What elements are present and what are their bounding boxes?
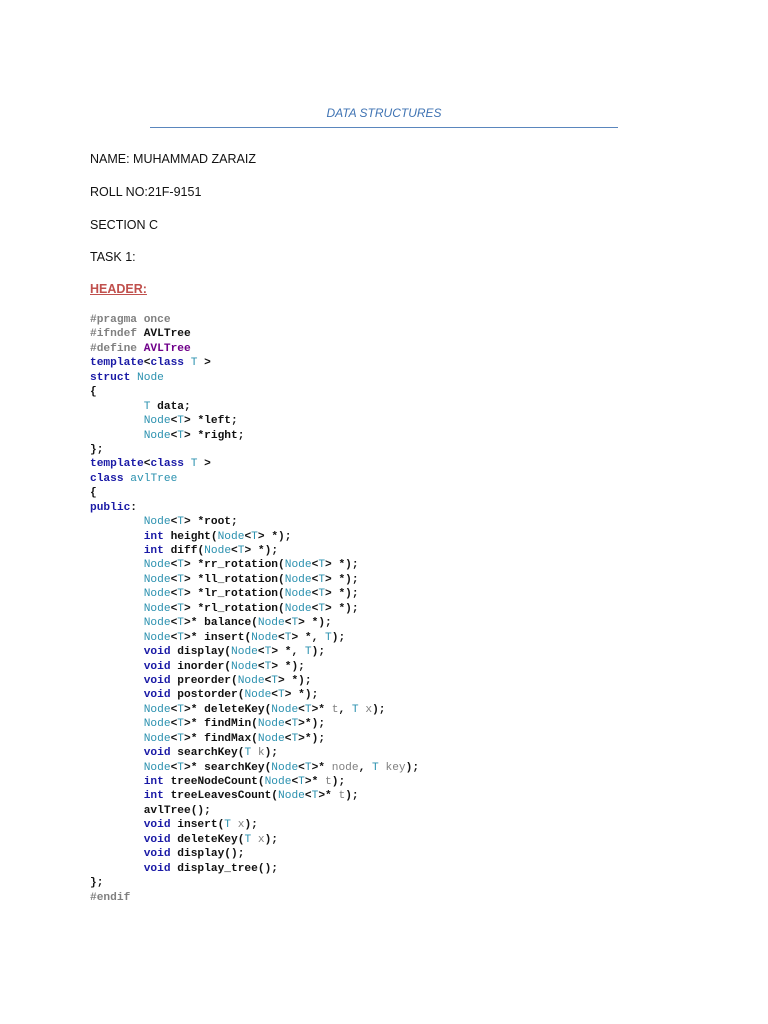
code-token: >*); xyxy=(298,732,326,745)
code-token xyxy=(251,747,258,759)
code-token: ); xyxy=(345,790,359,803)
code-token: insert( xyxy=(170,819,225,832)
code-token: < xyxy=(170,602,178,615)
code-token: key xyxy=(385,761,406,774)
code-token: ); xyxy=(264,747,279,760)
code-token xyxy=(90,675,144,687)
code-line xyxy=(90,818,419,832)
code-token: Node xyxy=(264,776,292,788)
code-token: Node xyxy=(257,718,285,731)
code-token: T xyxy=(304,761,312,774)
code-line xyxy=(90,356,419,370)
code-token: >* xyxy=(304,776,326,788)
code-token: < xyxy=(170,415,178,428)
code-line xyxy=(90,573,419,587)
code-token: > *ll_rotation( xyxy=(184,573,285,586)
student-name: NAME: MUHAMMAD ZARAIZ xyxy=(90,152,256,166)
code-token: deleteKey( xyxy=(170,833,245,846)
code-token: < xyxy=(170,573,178,586)
code-token: < xyxy=(170,631,178,644)
code-token: T xyxy=(177,718,185,731)
code-token: T xyxy=(177,617,185,630)
code-token xyxy=(231,819,238,831)
code-token: Node xyxy=(143,516,171,529)
code-token xyxy=(90,704,144,716)
code-token: Node xyxy=(284,559,312,572)
code-token xyxy=(90,415,144,427)
code-line xyxy=(90,558,419,572)
code-token: < xyxy=(271,689,279,702)
code-line xyxy=(90,761,419,775)
code-token: T xyxy=(304,646,312,659)
code-token: < xyxy=(143,458,151,471)
code-line xyxy=(90,443,419,457)
code-token: >* xyxy=(311,703,332,716)
code-token: Node xyxy=(284,602,312,615)
code-token: int xyxy=(143,530,164,543)
code-token: data; xyxy=(150,400,191,413)
code-line xyxy=(90,313,419,327)
code-token: T xyxy=(177,573,185,586)
code-token: , xyxy=(358,761,373,774)
code-token xyxy=(90,401,144,413)
code-token: node xyxy=(331,761,359,774)
code-token xyxy=(130,372,137,384)
code-token xyxy=(90,790,144,802)
code-token: < xyxy=(170,617,178,630)
code-token: ); xyxy=(372,703,386,716)
code-token: AVLTree xyxy=(143,342,191,355)
code-line xyxy=(90,371,419,385)
code-line xyxy=(90,486,419,500)
code-token: }; xyxy=(90,877,104,890)
code-token: display(); xyxy=(170,848,245,861)
section: SECTION C xyxy=(90,218,159,232)
code-token xyxy=(90,516,144,528)
code-token: T xyxy=(237,545,245,557)
code-line xyxy=(90,891,419,905)
document-title: DATA STRUCTURES xyxy=(326,106,442,120)
code-token: void xyxy=(143,660,171,673)
code-token: > *); xyxy=(325,588,359,601)
code-token: Node xyxy=(217,530,245,543)
code-token: < xyxy=(244,530,252,543)
code-token: Node xyxy=(231,646,258,659)
code-token: T xyxy=(143,400,151,413)
code-token: > *); xyxy=(257,530,292,543)
code-line xyxy=(90,342,419,356)
code-line xyxy=(90,515,419,529)
header-label: HEADER: xyxy=(90,282,147,296)
code-line xyxy=(90,775,419,789)
code-token xyxy=(90,588,144,600)
code-token: < xyxy=(170,732,178,745)
code-token: > xyxy=(197,458,211,471)
code-token: display( xyxy=(170,646,232,659)
code-token: >* xyxy=(318,790,339,803)
code-token: Node xyxy=(143,573,171,586)
code-token: void xyxy=(143,819,171,832)
code-token: T xyxy=(190,357,198,370)
code-token: x xyxy=(237,819,245,832)
code-token: k xyxy=(257,747,265,760)
code-token: Node xyxy=(143,617,171,630)
code-token: class xyxy=(150,458,185,471)
code-token xyxy=(90,661,144,673)
code-token: T xyxy=(224,819,232,832)
code-token: { xyxy=(90,386,97,399)
code-token: Node xyxy=(143,602,171,615)
code-line xyxy=(90,833,419,847)
code-token xyxy=(90,762,144,774)
code-token: < xyxy=(284,732,292,745)
code-token: Node xyxy=(284,588,312,601)
code-token: > *root; xyxy=(184,516,238,529)
code-token: treeLeavesCount( xyxy=(163,790,279,803)
code-token: >* insert( xyxy=(184,631,252,644)
code-token: T xyxy=(177,602,185,615)
code-token: < xyxy=(304,790,312,803)
code-line xyxy=(90,703,419,717)
code-token: T xyxy=(190,458,198,471)
code-line xyxy=(90,501,419,515)
code-token: Node xyxy=(237,674,265,687)
code-token: Node xyxy=(284,573,312,586)
code-token xyxy=(90,848,144,860)
code-token: T xyxy=(177,631,185,644)
code-token xyxy=(90,632,144,644)
code-token: diff( xyxy=(163,545,205,557)
code-line xyxy=(90,688,419,702)
code-token: T xyxy=(264,646,272,659)
code-token: t xyxy=(325,776,332,788)
code-token: T xyxy=(298,776,305,788)
code-token: Node xyxy=(143,429,171,442)
code-token: < xyxy=(291,776,299,788)
code-token xyxy=(184,458,191,470)
code-token xyxy=(90,603,144,615)
code-token: inorder( xyxy=(170,660,232,673)
code-token: T xyxy=(177,516,185,529)
code-token: < xyxy=(298,761,305,774)
code-token: Node xyxy=(231,660,258,673)
code-line xyxy=(90,862,419,876)
code-token: template xyxy=(90,458,144,471)
code-token: height( xyxy=(163,530,218,543)
code-token: Node xyxy=(251,631,279,644)
code-line xyxy=(90,732,419,746)
code-token: T xyxy=(311,790,319,803)
code-token: < xyxy=(257,660,265,673)
code-token: Node xyxy=(257,617,285,630)
code-token: avlTree(); xyxy=(90,804,211,817)
code-token: #endif xyxy=(90,891,131,904)
code-token: < xyxy=(284,718,292,731)
code-token: t xyxy=(331,703,339,716)
code-token: T xyxy=(325,631,332,644)
code-token xyxy=(90,718,144,730)
code-token: > xyxy=(197,357,211,370)
code-token: T xyxy=(177,732,185,745)
code-token: < xyxy=(170,429,178,442)
code-token: < xyxy=(170,559,178,572)
code-token: T xyxy=(318,602,326,615)
code-token: > *right; xyxy=(184,429,245,442)
code-token: < xyxy=(311,573,319,586)
code-token: T xyxy=(318,588,326,601)
task-label: TASK 1: xyxy=(90,250,136,264)
code-token: < xyxy=(298,703,305,716)
code-token: ); xyxy=(244,819,258,832)
code-line xyxy=(90,660,419,674)
code-token: Node xyxy=(271,703,299,716)
code-token: void xyxy=(143,747,171,760)
code-token: , xyxy=(338,703,352,716)
code-token xyxy=(90,617,144,629)
code-token: Node xyxy=(143,703,171,716)
code-token: treeNodeCount( xyxy=(163,776,265,788)
title-underline xyxy=(150,127,618,128)
code-token: < xyxy=(170,761,178,774)
code-token xyxy=(90,834,144,846)
code-token: >* deleteKey( xyxy=(184,703,272,716)
code-token: T xyxy=(284,631,292,644)
code-token xyxy=(90,689,144,701)
code-token: T xyxy=(351,703,359,716)
code-token: T xyxy=(304,703,312,716)
code-token: > *lr_rotation( xyxy=(184,588,285,601)
code-token xyxy=(90,531,144,543)
code-token xyxy=(90,776,144,788)
code-token: Node xyxy=(257,732,285,745)
code-token: x xyxy=(365,703,373,716)
code-token: ); xyxy=(331,631,346,644)
code-line xyxy=(90,544,419,558)
code-token: Node xyxy=(143,559,171,572)
code-token: Node xyxy=(204,545,232,557)
code-token: }; xyxy=(90,443,104,456)
code-token: Node xyxy=(143,718,171,731)
code-token: < xyxy=(278,631,285,644)
code-token: #ifndef xyxy=(90,328,144,341)
code-token: > *); xyxy=(271,660,305,673)
code-token: Node xyxy=(143,761,171,774)
code-token: void xyxy=(143,862,171,875)
code-token: Node xyxy=(143,631,171,644)
code-line xyxy=(90,616,419,630)
code-token: > *); xyxy=(325,602,359,615)
code-token: Node xyxy=(271,761,299,774)
code-line xyxy=(90,631,419,645)
code-line xyxy=(90,414,419,428)
code-token: Node xyxy=(278,790,305,803)
code-token: : xyxy=(130,501,138,514)
code-token: T xyxy=(291,617,299,630)
code-token: public xyxy=(90,501,131,514)
code-token: < xyxy=(311,602,319,615)
code-token: postorder( xyxy=(170,689,245,702)
code-token xyxy=(90,559,144,571)
code-token: t xyxy=(338,790,346,803)
code-token: < xyxy=(170,516,178,529)
code-token xyxy=(90,733,144,745)
code-token: struct xyxy=(90,371,131,384)
code-token: Node xyxy=(137,371,164,384)
code-token: ); xyxy=(405,761,420,774)
code-token: >* xyxy=(311,761,332,774)
code-token: AVLTree xyxy=(143,328,191,341)
code-line xyxy=(90,602,419,616)
code-token xyxy=(251,834,258,846)
code-token: preorder( xyxy=(170,674,238,687)
code-block xyxy=(90,313,419,905)
code-token xyxy=(90,863,144,875)
code-token: >* findMax( xyxy=(184,732,258,745)
code-token: T xyxy=(318,559,326,572)
code-token: ); xyxy=(264,833,279,846)
code-token: searchKey( xyxy=(170,747,245,760)
code-token xyxy=(90,646,144,658)
code-token: Node xyxy=(143,415,171,428)
code-token: > *, xyxy=(291,631,326,644)
code-line xyxy=(90,530,419,544)
code-line xyxy=(90,400,419,414)
code-token: ); xyxy=(331,776,346,788)
code-line xyxy=(90,789,419,803)
code-line xyxy=(90,645,419,659)
code-token: < xyxy=(170,703,178,716)
code-token: void xyxy=(143,833,171,846)
code-token: T xyxy=(177,761,185,774)
code-token: < xyxy=(311,559,319,572)
code-token: void xyxy=(143,848,171,861)
code-token: T xyxy=(177,429,185,442)
code-token: avlTree xyxy=(130,472,178,485)
code-token: < xyxy=(264,674,272,687)
code-token: > *); xyxy=(325,573,359,586)
code-token: Node xyxy=(143,732,171,745)
code-line xyxy=(90,847,419,861)
code-token: >* findMin( xyxy=(184,718,258,731)
code-token: void xyxy=(143,674,171,687)
code-token: void xyxy=(143,646,171,659)
code-token: > *); xyxy=(298,617,332,630)
code-token: x xyxy=(257,833,265,846)
code-token: > *); xyxy=(325,559,359,572)
code-token: T xyxy=(271,674,279,687)
code-token: ); xyxy=(311,646,326,659)
code-token: T xyxy=(372,761,379,774)
code-token: < xyxy=(170,588,178,601)
code-token: < xyxy=(257,646,265,659)
code-line xyxy=(90,876,419,890)
code-line xyxy=(90,472,419,486)
code-token: Node xyxy=(143,588,171,601)
code-token: T xyxy=(177,559,185,572)
code-token: T xyxy=(264,660,272,673)
code-token: < xyxy=(284,617,292,630)
code-token: class xyxy=(150,357,185,370)
code-token: int xyxy=(143,776,164,788)
code-token: > *); xyxy=(278,674,312,687)
code-token: > *); xyxy=(284,689,319,702)
code-line xyxy=(90,717,419,731)
code-line xyxy=(90,457,419,471)
code-token: < xyxy=(170,718,178,731)
code-line xyxy=(90,746,419,760)
code-token: < xyxy=(231,545,238,557)
code-token: T xyxy=(177,588,185,601)
code-line xyxy=(90,327,419,341)
code-token: { xyxy=(90,487,97,500)
code-token: > *, xyxy=(271,646,305,659)
code-token: T xyxy=(291,718,299,731)
code-token xyxy=(90,747,144,759)
code-token xyxy=(184,357,191,369)
code-token: T xyxy=(177,703,185,716)
code-token: template xyxy=(90,357,144,370)
code-token: T xyxy=(318,573,326,586)
code-token: T xyxy=(251,530,258,543)
code-line xyxy=(90,385,419,399)
code-token: T xyxy=(278,689,285,702)
code-token: >* searchKey( xyxy=(184,761,272,774)
code-token xyxy=(90,574,144,586)
code-line xyxy=(90,429,419,443)
code-token: > *); xyxy=(244,545,279,557)
code-token: > *rl_rotation( xyxy=(184,602,285,615)
code-token: class xyxy=(90,472,124,485)
code-token: > *left; xyxy=(184,415,238,428)
code-line xyxy=(90,587,419,601)
code-token xyxy=(90,545,144,557)
code-token: >* balance( xyxy=(184,617,258,630)
code-token: Node xyxy=(244,689,272,702)
code-token: #pragma once xyxy=(90,314,171,326)
code-token: void xyxy=(143,689,171,702)
code-token: < xyxy=(311,588,319,601)
code-line xyxy=(90,804,419,818)
code-token: > *rr_rotation( xyxy=(184,559,285,572)
code-line xyxy=(90,674,419,688)
code-token xyxy=(90,819,144,831)
code-token: int xyxy=(143,790,164,803)
code-token: < xyxy=(143,357,151,370)
code-token xyxy=(90,430,144,442)
code-token: T xyxy=(177,415,185,428)
code-token: T xyxy=(291,732,299,745)
code-token: display_tree(); xyxy=(170,862,278,875)
code-token: int xyxy=(143,545,164,557)
code-token: T xyxy=(244,747,252,760)
code-token: #define xyxy=(90,342,144,355)
code-token: >*); xyxy=(298,718,326,731)
code-token: T xyxy=(244,833,252,846)
roll-number: ROLL NO:21F-9151 xyxy=(90,185,202,199)
